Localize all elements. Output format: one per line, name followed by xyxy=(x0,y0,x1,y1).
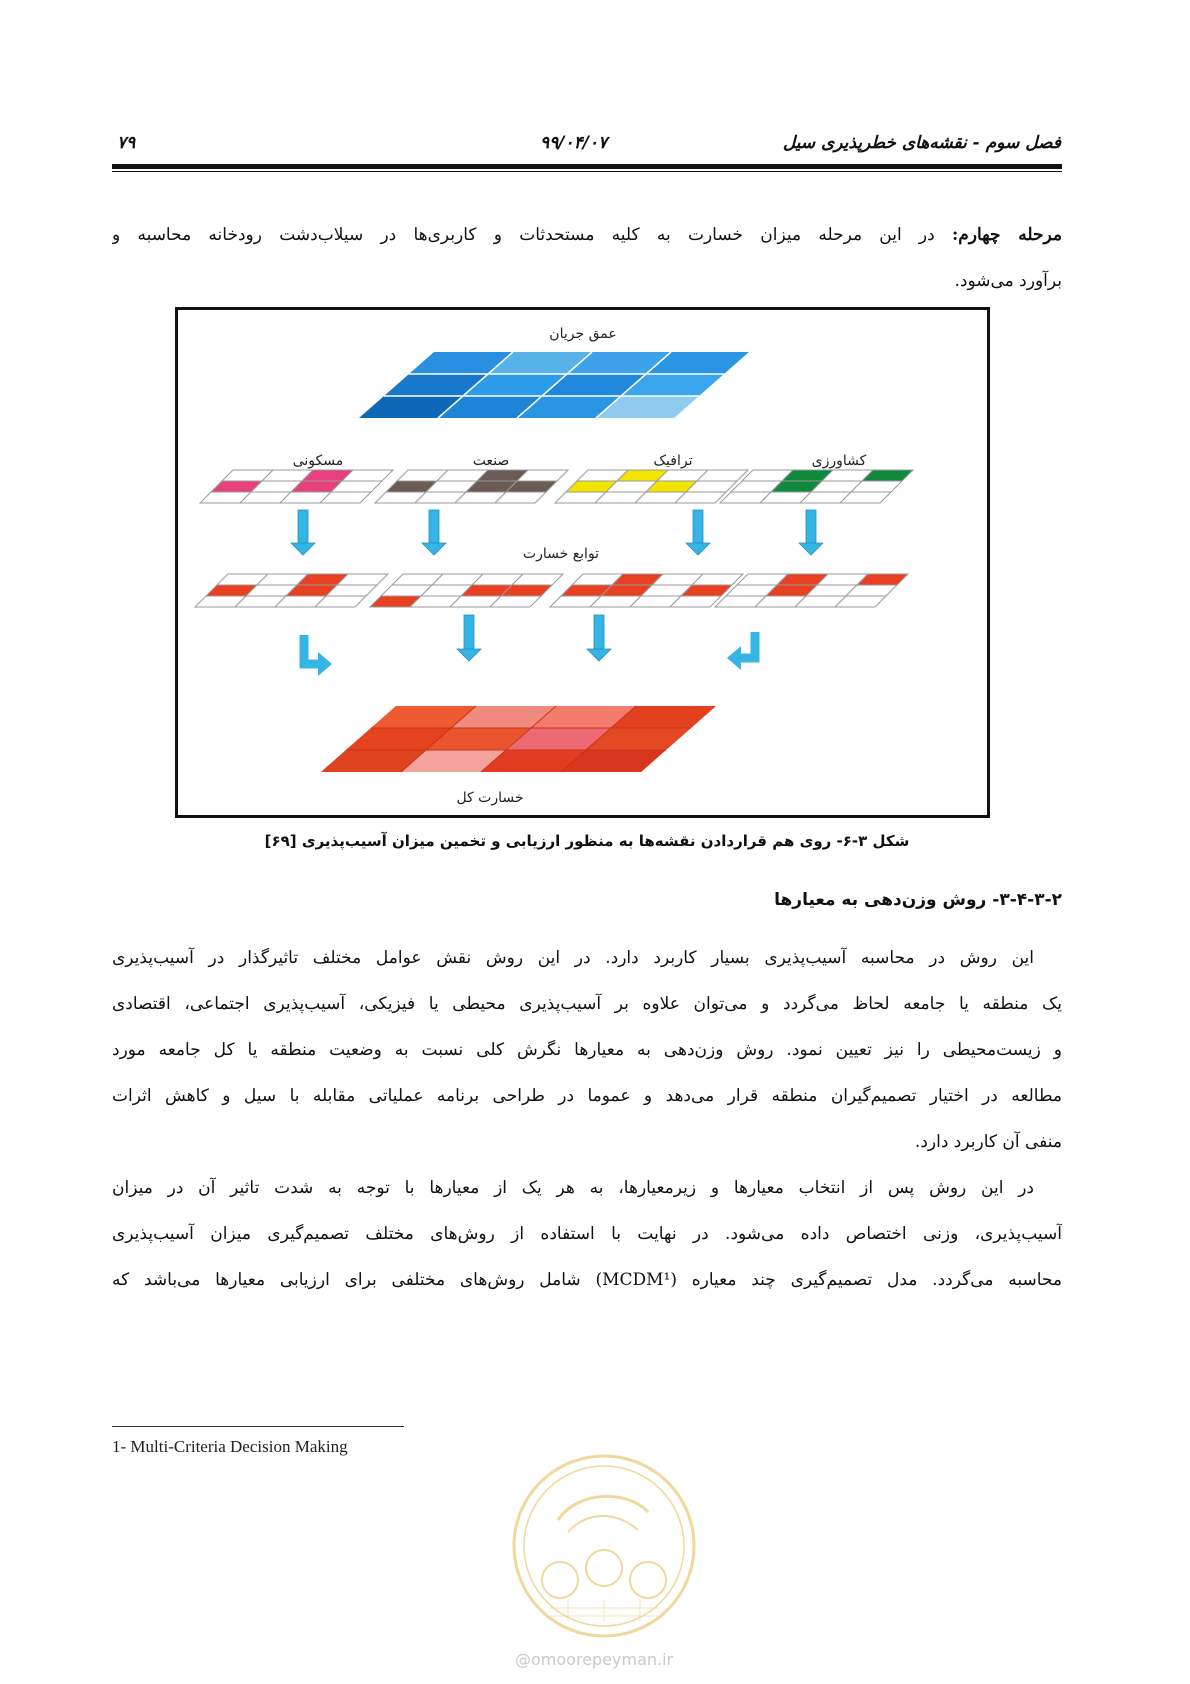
grid-traffic xyxy=(555,470,748,503)
down-arrow-icon xyxy=(291,510,315,555)
step-four-label: مرحله چهارم: xyxy=(951,225,1062,245)
header-rule-thick xyxy=(112,164,1062,169)
damage-grid-industry xyxy=(370,574,563,607)
p2-line: آسیب‌پذیری، وزنی اختصاص داده می‌شود. در نهایت با استفاده از روش‌های مختلف تصمیم‌گیری میزان آسیب‌پذیری xyxy=(112,1224,1062,1244)
p2-line: محاسبه می‌گردد. مدل تصمیم‌گیری چند معیاره (MCDM¹) شامل روش‌های مختلفی برای ارزیابی معیارها می‌باشد که xyxy=(112,1270,1062,1290)
paragraph-2 xyxy=(112,1165,1062,1303)
p1-line: منفی آن کاربرد دارد. xyxy=(914,1132,1062,1152)
figure-frame xyxy=(175,307,990,818)
watermark-url: @omoorepeyman.ir xyxy=(515,1650,674,1669)
down-arrow-icon xyxy=(686,510,710,555)
intro-text-1: در این مرحله میزان خسارت به کلیه مستحدثات و کاربری‌ها در سیلاب‌دشت رودخانه محاسبه و xyxy=(112,225,952,245)
p1-line: یک منطقه یا جامعه لحاظ می‌گردد و می‌توان علاوه بر آسیب‌پذیری محیطی یا فیزیکی، آسیب‌پذیری اجتماعی، اقتصادی xyxy=(112,994,1062,1014)
intro-paragraph xyxy=(112,212,1062,304)
label-agriculture: کشاورزی xyxy=(811,453,867,469)
damage-grid-traffic xyxy=(550,574,743,607)
intro-text-2: برآورد می‌شود. xyxy=(954,271,1062,291)
grid-residential xyxy=(200,470,393,503)
footnote-rule xyxy=(112,1426,404,1427)
overlay-diagram xyxy=(178,310,987,815)
grid-industry xyxy=(375,470,568,503)
watermark-logo-icon xyxy=(508,1450,700,1642)
down-arrow-icon xyxy=(457,615,481,661)
p1-line: مطالعه در اختیار تصمیم‌گیران منطقه قرار می‌دهد و عموما در طراحی برنامه عملیاتی مقابله با سیل و کاهش اثرات xyxy=(112,1086,1062,1106)
header-rule-thin xyxy=(112,171,1062,172)
label-flow-depth: عمق جریان xyxy=(549,326,617,342)
footnote: 1- Multi-Criteria Decision Making xyxy=(112,1437,348,1456)
damage-grid-agriculture xyxy=(715,574,908,607)
bent-arrow-icon xyxy=(304,635,332,676)
paragraph-1 xyxy=(112,935,1062,1165)
p1-line: این روش در محاسبه آسیب‌پذیری بسیار کاربرد دارد. در این روش نقش عوامل مختلف تاثیرگذار در آسیب‌پذیری xyxy=(112,948,1034,968)
label-industry: صنعت xyxy=(472,453,510,469)
label-traffic: ترافیک xyxy=(653,453,693,469)
header-date: ۹۹/۰۴/۰۷ xyxy=(540,133,608,153)
total-damage-grid xyxy=(321,706,716,772)
p1-line: و زیست‌محیطی را نیز تعیین نمود. روش وزن‌دهی به معیارها نگرش کلی نسبت به وضعیت منطقه یا کل جامعه مورد xyxy=(112,1040,1062,1060)
down-arrow-icon xyxy=(587,615,611,661)
section-heading: ۳-۴-۳-۲- روش وزن‌دهی به معیارها xyxy=(774,890,1062,910)
figure-caption: شکل ۳-۶- روی هم قراردادن نقشه‌ها به منظور ارزیابی و تخمین میزان آسیب‌پذیری [۶۹] xyxy=(264,832,910,850)
label-damage-functions: توابع خسارت xyxy=(522,546,600,562)
down-arrow-icon xyxy=(422,510,446,555)
damage-grid-residential xyxy=(195,574,388,607)
page-number: ۷۹ xyxy=(117,133,136,153)
chapter-title: فصل سوم - نقشه‌های خطرپذیری سیل xyxy=(782,133,1061,153)
down-arrow-icon xyxy=(799,510,823,555)
grid-agriculture xyxy=(720,470,913,503)
label-residential: مسکونی xyxy=(292,453,344,469)
bent-arrow-icon xyxy=(727,632,755,670)
label-total-damage: خسارت کل xyxy=(456,790,524,806)
flow-depth-grid xyxy=(359,352,749,418)
p2-line: در این روش پس از انتخاب معیارها و زیرمعیارها، به هر یک از معیارها با توجه به شدت تاثیر آن در میزان xyxy=(112,1178,1034,1198)
